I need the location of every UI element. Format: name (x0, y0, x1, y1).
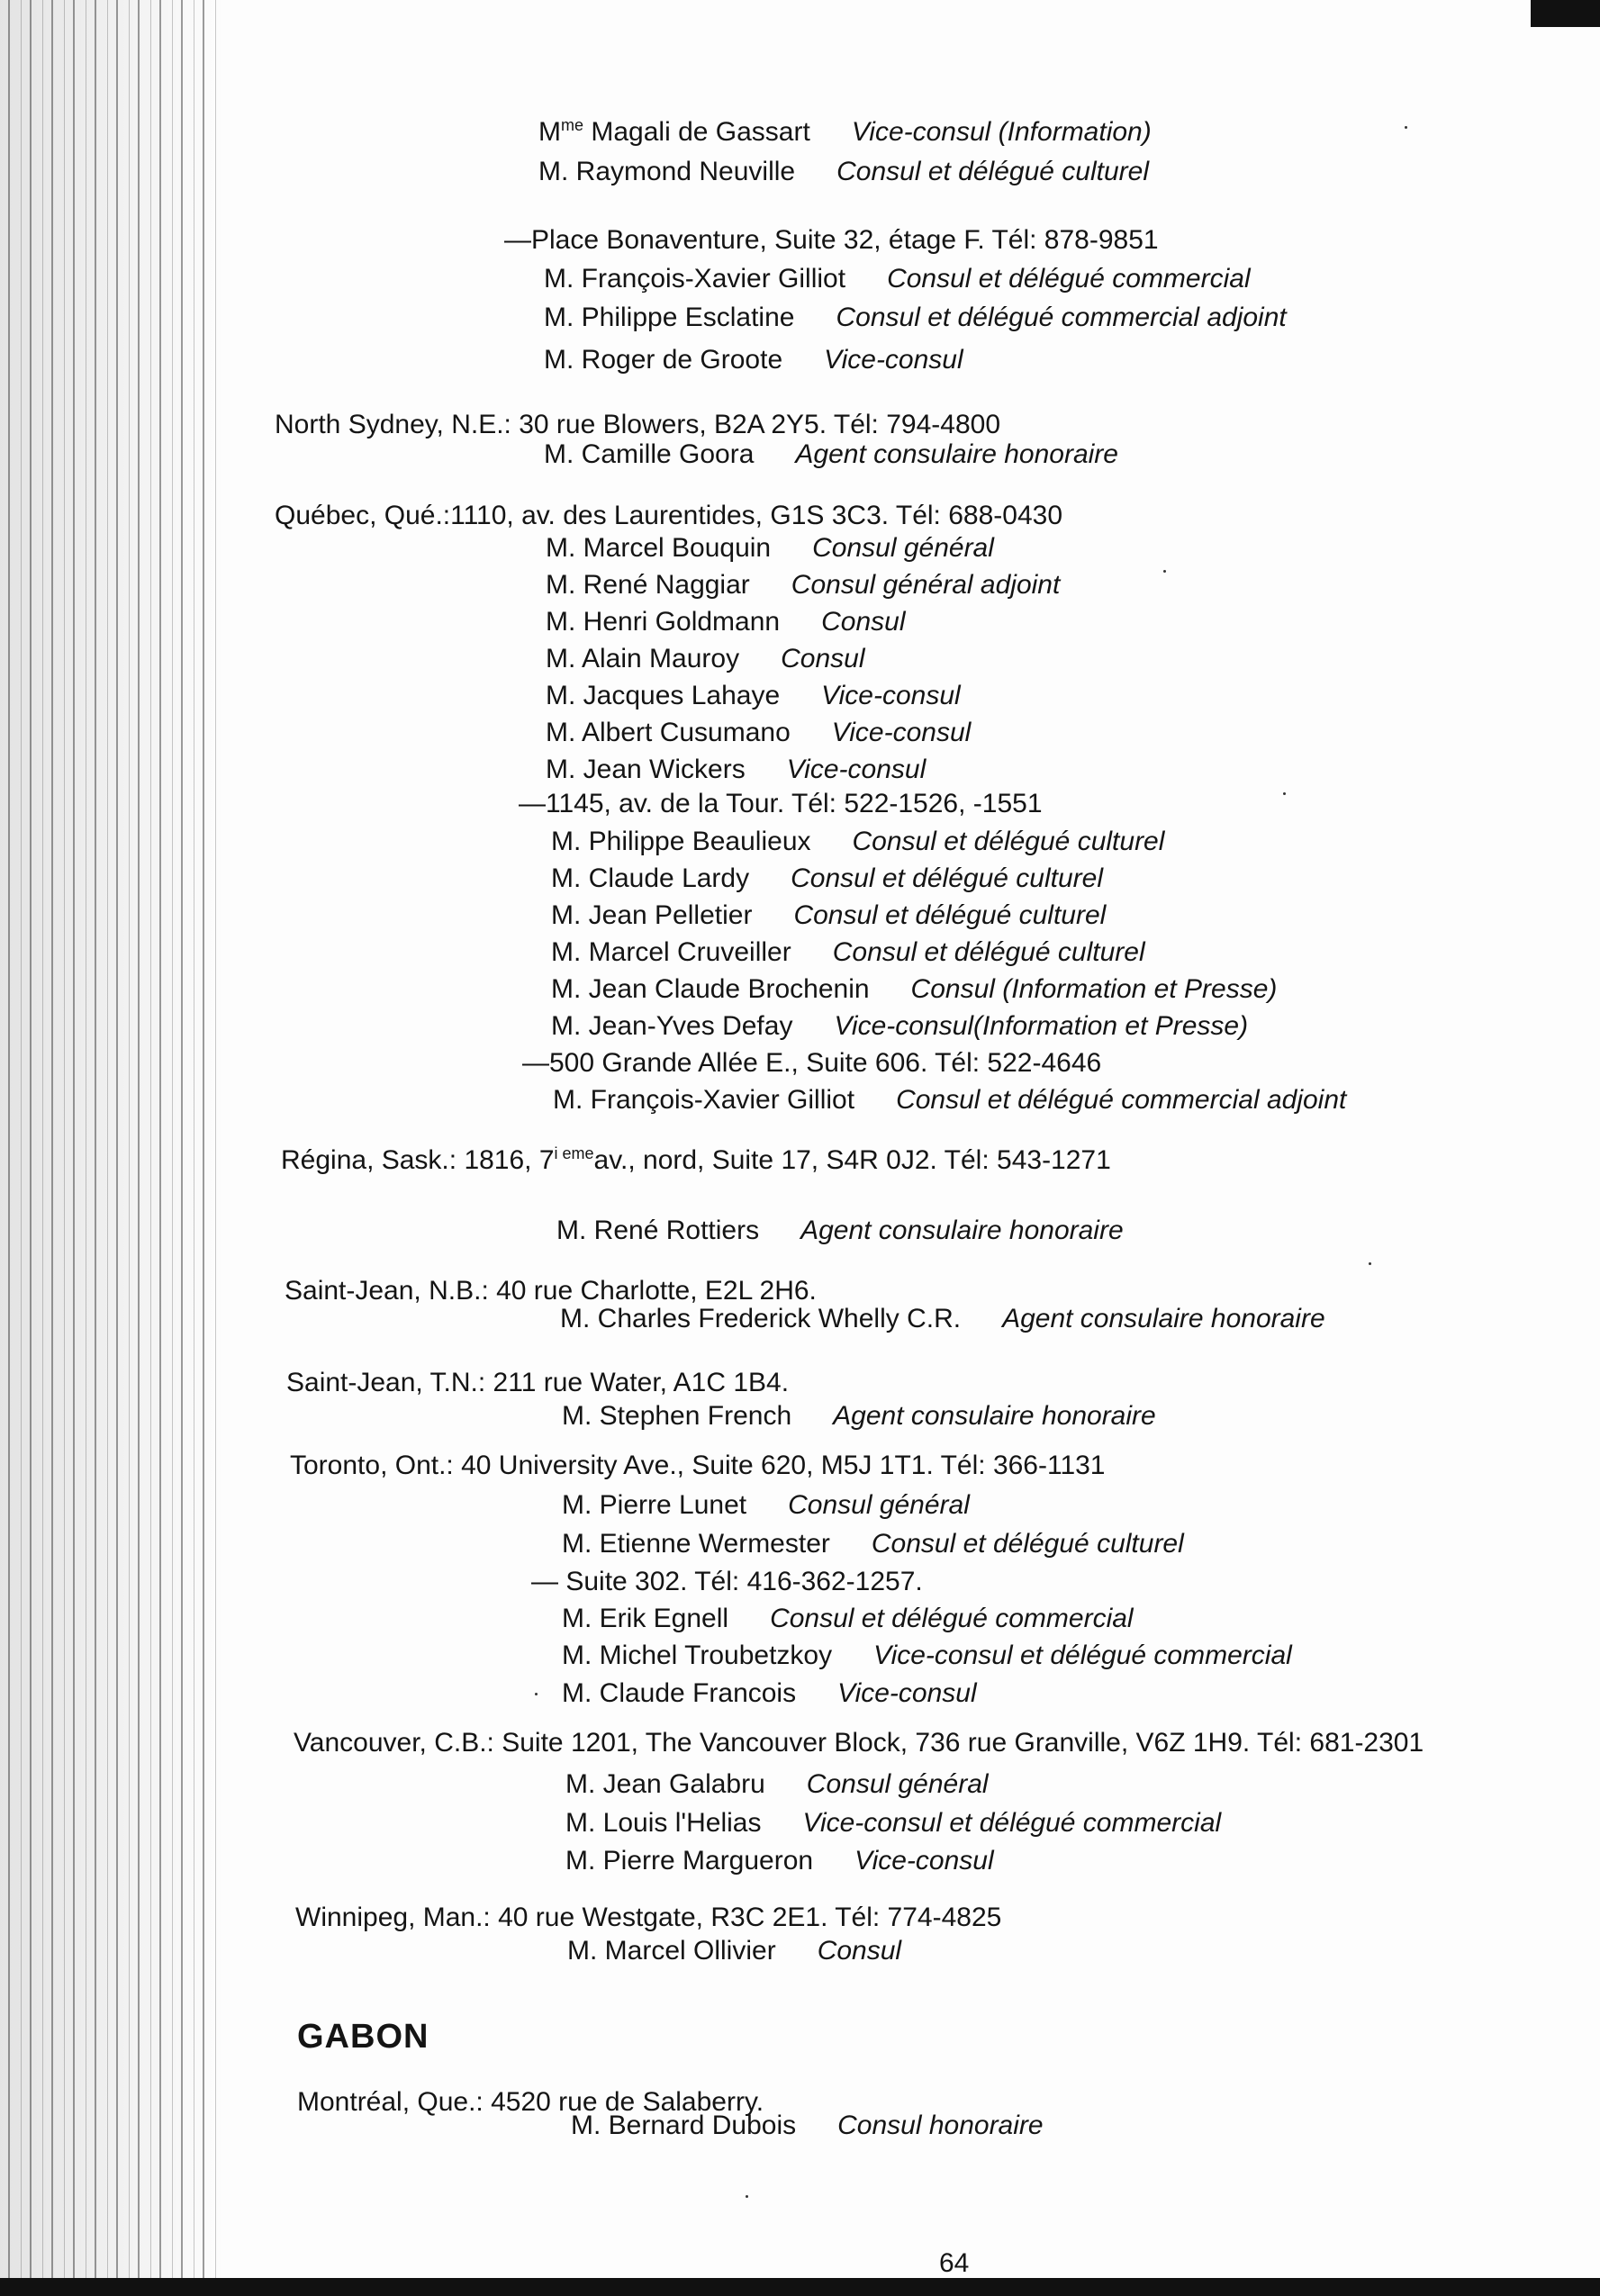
directory-entry (544, 301, 1287, 335)
person-title: Consul et délégué commercial (887, 264, 1251, 294)
directory-entry (551, 825, 1164, 859)
person-title: Consul et délégué culturel (832, 937, 1145, 967)
person-title: Consul et délégué culturel (793, 900, 1107, 930)
page-number: 64 (939, 2248, 970, 2278)
person-name: M. François-Xavier Gilliot (544, 264, 846, 294)
person-name: M. Roger de Groote (544, 345, 783, 375)
person-name: M. Jean Galabru (565, 1769, 765, 1799)
city-address-line: Saint-Jean, T.N.: 211 rue Water, A1C 1B4. (286, 1368, 790, 1397)
city-address-line: Régina, Sask.: 1816, $7^{i eme}av$., nord, Suite 17, S4R 0J2. Tél: 543-1271 (281, 1144, 1111, 1175)
person-name: M. Philippe Esclatine (544, 303, 795, 332)
directory-entry (562, 1527, 1184, 1561)
person-name: M. René Rottiers (556, 1216, 760, 1245)
country-heading: GABON (297, 2018, 429, 2056)
person-name: M. René Naggiar (546, 570, 750, 600)
binding-shadow (0, 0, 225, 2296)
directory-entry (544, 262, 1251, 296)
directory-entry (544, 343, 963, 377)
person-title: Vice-consul (786, 755, 927, 784)
person-title: Vice-consul et délégué commercial (802, 1808, 1222, 1838)
person-name: M. Pierre Margueron (565, 1846, 814, 1876)
person-title: Vice-consul (Information) (851, 117, 1152, 147)
person-title: Consul (Information et Presse) (910, 974, 1278, 1004)
directory-entry (553, 1083, 1346, 1117)
address-line: —1145, av. de la Tour. Tél: 522-1526, -1551 (519, 789, 1043, 818)
scan-speck (1405, 126, 1407, 129)
person-title: Consul général (806, 1769, 989, 1799)
person-title: Agent consulaire honoraire (800, 1216, 1124, 1245)
person-title: Consul et délégué commercial adjoint (836, 303, 1287, 332)
directory-entry (551, 862, 1103, 896)
person-title: Consul et délégué commercial (770, 1604, 1134, 1633)
scan-speck (535, 1693, 538, 1695)
person-name: M. Jean Claude Brochenin (551, 974, 870, 1004)
person-title: Vice-consul et délégué commercial (873, 1641, 1292, 1670)
person-title: Consul général (812, 533, 994, 563)
person-name: M. Alain Mauroy (546, 644, 740, 673)
person-title: Consul honoraire (837, 2111, 1044, 2140)
directory-entry (544, 438, 1118, 472)
directory-entry (556, 1214, 1124, 1248)
directory-entry (562, 1399, 1156, 1433)
person-title: Consul (821, 607, 906, 637)
scan-speck (1369, 1262, 1371, 1265)
scan-speck (746, 2195, 748, 2198)
person-title: Agent consulaire honoraire (795, 439, 1118, 469)
person-title: Consul (817, 1936, 902, 1966)
directory-entry (571, 2109, 1044, 2143)
city-address-line: Québec, Qué.:1110, av. des Laurentides, G1S 3C3. Tél: 688-0430 (275, 501, 1063, 530)
person-title: Consul (781, 644, 865, 673)
directory-entry (546, 568, 1060, 602)
person-title: Consul et délégué commercial adjoint (896, 1085, 1347, 1115)
person-title: Vice-consul(Information et Presse) (834, 1011, 1249, 1041)
directory-entry (565, 1806, 1221, 1840)
person-name: M. Philippe Beaulieux (551, 827, 811, 856)
directory-entry (562, 1677, 977, 1711)
directory-entry (546, 753, 926, 787)
person-title: Consul et délégué culturel (852, 827, 1165, 856)
directory-entry (551, 1009, 1248, 1044)
city-address-line: Winnipeg, Man.: 40 rue Westgate, R3C 2E1. Tél: 774-4825 (295, 1903, 1002, 1932)
person-name: M. Raymond Neuville (538, 157, 796, 186)
directory-entry (551, 936, 1145, 970)
person-name: M. Marcel Ollivier (567, 1936, 776, 1966)
directory-entry (551, 972, 1277, 1007)
directory-entry (546, 605, 906, 639)
person-name: M. Pierre Lunet (562, 1490, 747, 1520)
person-name: M. Claude Francois (562, 1678, 797, 1708)
directory-entry (562, 1639, 1292, 1673)
directory-entry (565, 1844, 994, 1878)
person-title: Consul et délégué culturel (836, 157, 1149, 186)
person-title: Agent consulaire honoraire (833, 1401, 1156, 1431)
person-name: M. Jacques Lahaye (546, 681, 781, 710)
directory-entry (560, 1302, 1325, 1336)
address-line: —500 Grande Allée E., Suite 606. Tél: 522-4646 (522, 1048, 1102, 1078)
person-name: M. Albert Cusumano (546, 718, 791, 747)
city-address-line: Montréal, Que.: 4520 rue de Salaberry. (297, 2087, 764, 2117)
person-name: M. Camille Goora (544, 439, 755, 469)
person-title: Vice-consul (821, 681, 961, 710)
city-address-line: Toronto, Ont.: 40 University Ave., Suite 620, M5J 1T1. Tél: 366-1131 (290, 1451, 1106, 1480)
person-name: M. Jean Pelletier (551, 900, 753, 930)
directory-entry (546, 531, 994, 565)
directory-entry (546, 716, 971, 750)
person-name: $M^{me}$ Magali de Gassart (538, 116, 810, 147)
city-address-line: North Sydney, N.E.: 30 rue Blowers, B2A 2Y5. Tél: 794-4800 (275, 410, 1001, 439)
directory-entry (546, 679, 961, 713)
directory-entry (567, 1934, 901, 1968)
person-name: M. Charles Frederick Whelly C.R. (560, 1304, 962, 1333)
person-name: M. Stephen French (562, 1401, 792, 1431)
person-name: M. Michel Troubetzkoy (562, 1641, 833, 1670)
person-name: M. Erik Egnell (562, 1604, 729, 1633)
address-line: —Place Bonaventure, Suite 32, étage F. Tél: 878-9851 (504, 225, 1159, 255)
address-line: — Suite 302. Tél: 416-362-1257. (531, 1567, 923, 1596)
city-address-line: Vancouver, C.B.: Suite 1201, The Vancouver Block, 736 rue Granville, V6Z 1H9. Tél: 681-2301 (294, 1728, 1424, 1758)
person-title: Vice-consul (854, 1846, 994, 1876)
scan-speck (1283, 792, 1286, 795)
person-name: M. Etienne Wermester (562, 1529, 830, 1559)
directory-entry (565, 1767, 989, 1802)
person-title: Vice-consul (824, 345, 963, 375)
directory-entry (562, 1488, 970, 1523)
person-name: M. Jean Wickers (546, 755, 746, 784)
directory-entry (551, 899, 1106, 933)
person-title: Consul et délégué culturel (871, 1529, 1184, 1559)
scan-bottom-edge (0, 2278, 1600, 2296)
person-title: Consul et délégué culturel (791, 863, 1103, 893)
person-name: M. Henri Goldmann (546, 607, 781, 637)
person-title: Consul général adjoint (791, 570, 1061, 600)
city-address-line: Saint-Jean, N.B.: 40 rue Charlotte, E2L 2H6. (285, 1276, 817, 1306)
person-name: M. Marcel Cruveiller (551, 937, 791, 967)
scan-corner (1531, 0, 1600, 27)
person-title: Vice-consul (831, 718, 972, 747)
directory-entry (538, 155, 1149, 189)
person-name: M. François-Xavier Gilliot (553, 1085, 855, 1115)
person-title: Agent consulaire honoraire (1002, 1304, 1325, 1333)
directory-entry (538, 115, 1152, 149)
person-title: Vice-consul (837, 1678, 977, 1708)
person-name: M. Bernard Dubois (571, 2111, 797, 2140)
person-name: M. Louis l'Helias (565, 1808, 762, 1838)
person-name: M. Claude Lardy (551, 863, 750, 893)
directory-entry (562, 1602, 1134, 1636)
person-title: Consul général (788, 1490, 970, 1520)
person-name: M. Jean-Yves Defay (551, 1011, 793, 1041)
person-name: M. Marcel Bouquin (546, 533, 772, 563)
directory-entry (546, 642, 864, 676)
scan-speck (1163, 570, 1166, 573)
